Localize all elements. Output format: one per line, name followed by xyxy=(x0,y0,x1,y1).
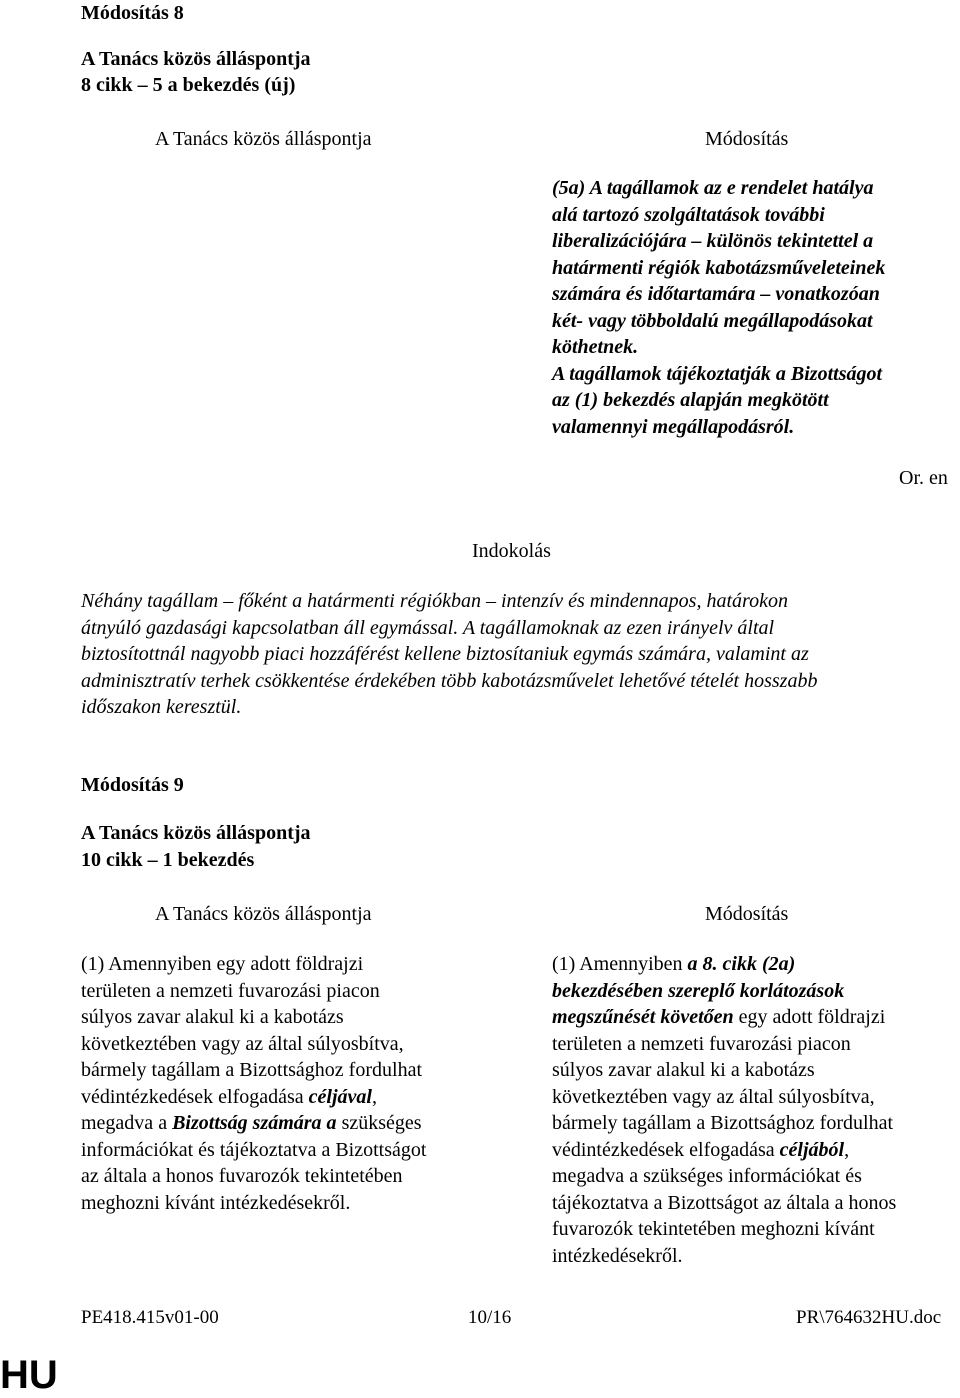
amendment-9-right-line: tájékoztatva a Bizottságot az általa a honos xyxy=(552,1191,897,1214)
amendment-9-left-line: bármely tagállam a Bizottsághoz fordulhat xyxy=(81,1059,422,1081)
amendment-9-right-line: bármely tagállam a Bizottsághoz fordulhat xyxy=(552,1112,893,1134)
amendment-9-left-line: következtében vagy az által súlyosbítva, xyxy=(81,1032,404,1055)
amendment-9-left-text xyxy=(81,951,426,1216)
original-language: Or. en xyxy=(899,467,948,489)
justification-text xyxy=(81,588,817,721)
amendment-8-left-heading: A Tanács közös álláspontja xyxy=(155,128,372,150)
amendment-9-right-line: (1) Amennyiben a 8. cikk (2a) xyxy=(552,953,796,975)
amendment-8-line: valamennyi megállapodásról. xyxy=(552,415,795,438)
justification-line: adminisztratív terhek csökkentése érdekében több kabotázsművelet lehetővé tételét hosszabb xyxy=(81,669,818,692)
amendment-9-right-text xyxy=(552,951,896,1269)
justification-line: időszakon keresztül. xyxy=(81,696,242,718)
amendment-9-article: 10 cikk – 1 bekezdés xyxy=(81,849,255,871)
footer-page-number: 10/16 xyxy=(468,1307,512,1328)
amendment-8-title: Módosítás 8 xyxy=(81,2,184,24)
amendment-8-line: A tagállamok tájékoztatják a Bizottságot xyxy=(552,362,883,385)
amendment-9-right-line: fuvarozók tekintetében meghozni kívánt xyxy=(552,1218,875,1240)
amendment-8-line: (5a) A tagállamok az e rendelet hatálya xyxy=(552,177,874,199)
footer-language-code: HU xyxy=(0,1353,58,1397)
amendment-9-left-line: megadva a Bizottság számára a szükséges xyxy=(81,1112,422,1134)
justification-line: Néhány tagállam – főként a határmenti régiókban – intenzív és mindennapos, határokon xyxy=(81,590,788,612)
amendment-8-line: számára és időtartamára – vonatkozóan xyxy=(552,283,880,305)
amendment-8-line: liberalizációjára – különös tekintettel a xyxy=(552,230,874,252)
amendment-8-right-heading: Módosítás xyxy=(705,128,789,150)
amendment-9-left-line: információkat és tájékoztatva a Bizottságot xyxy=(81,1138,427,1161)
amendment-9-right-heading: Módosítás xyxy=(705,903,789,925)
amendment-9-left-line: védintézkedések elfogadása céljával, xyxy=(81,1085,377,1108)
amendment-9-left-line: területen a nemzeti fuvarozási piacon xyxy=(81,979,380,1002)
amendment-9-left-line: az általa a honos fuvarozók tekintetében xyxy=(81,1165,403,1187)
footer-doc-id: PE418.415v01-00 xyxy=(81,1307,219,1328)
amendment-8-article: 8 cikk – 5 a bekezdés (új) xyxy=(81,74,296,96)
amendment-9-left-line: (1) Amennyiben egy adott földrajzi xyxy=(81,953,364,975)
amendment-9-right-line: megszűnését követően egy adott földrajzi xyxy=(552,1006,886,1028)
amendment-9-left-heading: A Tanács közös álláspontja xyxy=(155,903,372,925)
amendment-9-title: Módosítás 9 xyxy=(81,774,184,796)
amendment-8-line: két- vagy többoldalú megállapodásokat xyxy=(552,309,873,332)
justification-heading: Indokolás xyxy=(472,540,551,562)
amendment-8-line: köthetnek. xyxy=(552,336,639,358)
amendment-8-position: A Tanács közös álláspontja xyxy=(81,48,311,70)
justification-line: átnyúló gazdasági kapcsolatban áll egymással. A tagállamoknak az ezen irányelv által xyxy=(81,616,775,639)
amendment-8-line: az (1) bekezdés alapján megkötött xyxy=(552,389,829,411)
amendment-9-left-line: súlyos zavar alakul ki a kabotázs xyxy=(81,1006,344,1028)
amendment-9-right-line: területen a nemzeti fuvarozási piacon xyxy=(552,1032,851,1055)
amendment-9-right-line: súlyos zavar alakul ki a kabotázs xyxy=(552,1059,815,1081)
amendment-9-right-line: intézkedésekről. xyxy=(552,1244,683,1267)
footer-file-name: PR\764632HU.doc xyxy=(796,1307,942,1328)
amendment-9-right-line: következtében vagy az által súlyosbítva, xyxy=(552,1085,875,1108)
amendment-9-position: A Tanács közös álláspontja xyxy=(81,822,311,844)
amendment-8-right-text xyxy=(552,175,885,440)
justification-line: biztosítottnál nagyobb piaci hozzáférést kellene biztosítaniuk egymás számára, valamint az xyxy=(81,643,809,665)
amendment-8-line: határmenti régiók kabotázsműveleteinek xyxy=(552,256,886,279)
amendment-9-right-line: védintézkedések elfogadása céljából, xyxy=(552,1138,850,1161)
amendment-9-right-line: bekezdésében szereplő korlátozások xyxy=(552,979,845,1002)
amendment-9-left-line: meghozni kívánt intézkedésekről. xyxy=(81,1191,351,1214)
amendment-9-right-line: megadva a szükséges információkat és xyxy=(552,1165,862,1187)
amendment-8-line: alá tartozó szolgáltatások további xyxy=(552,203,825,226)
